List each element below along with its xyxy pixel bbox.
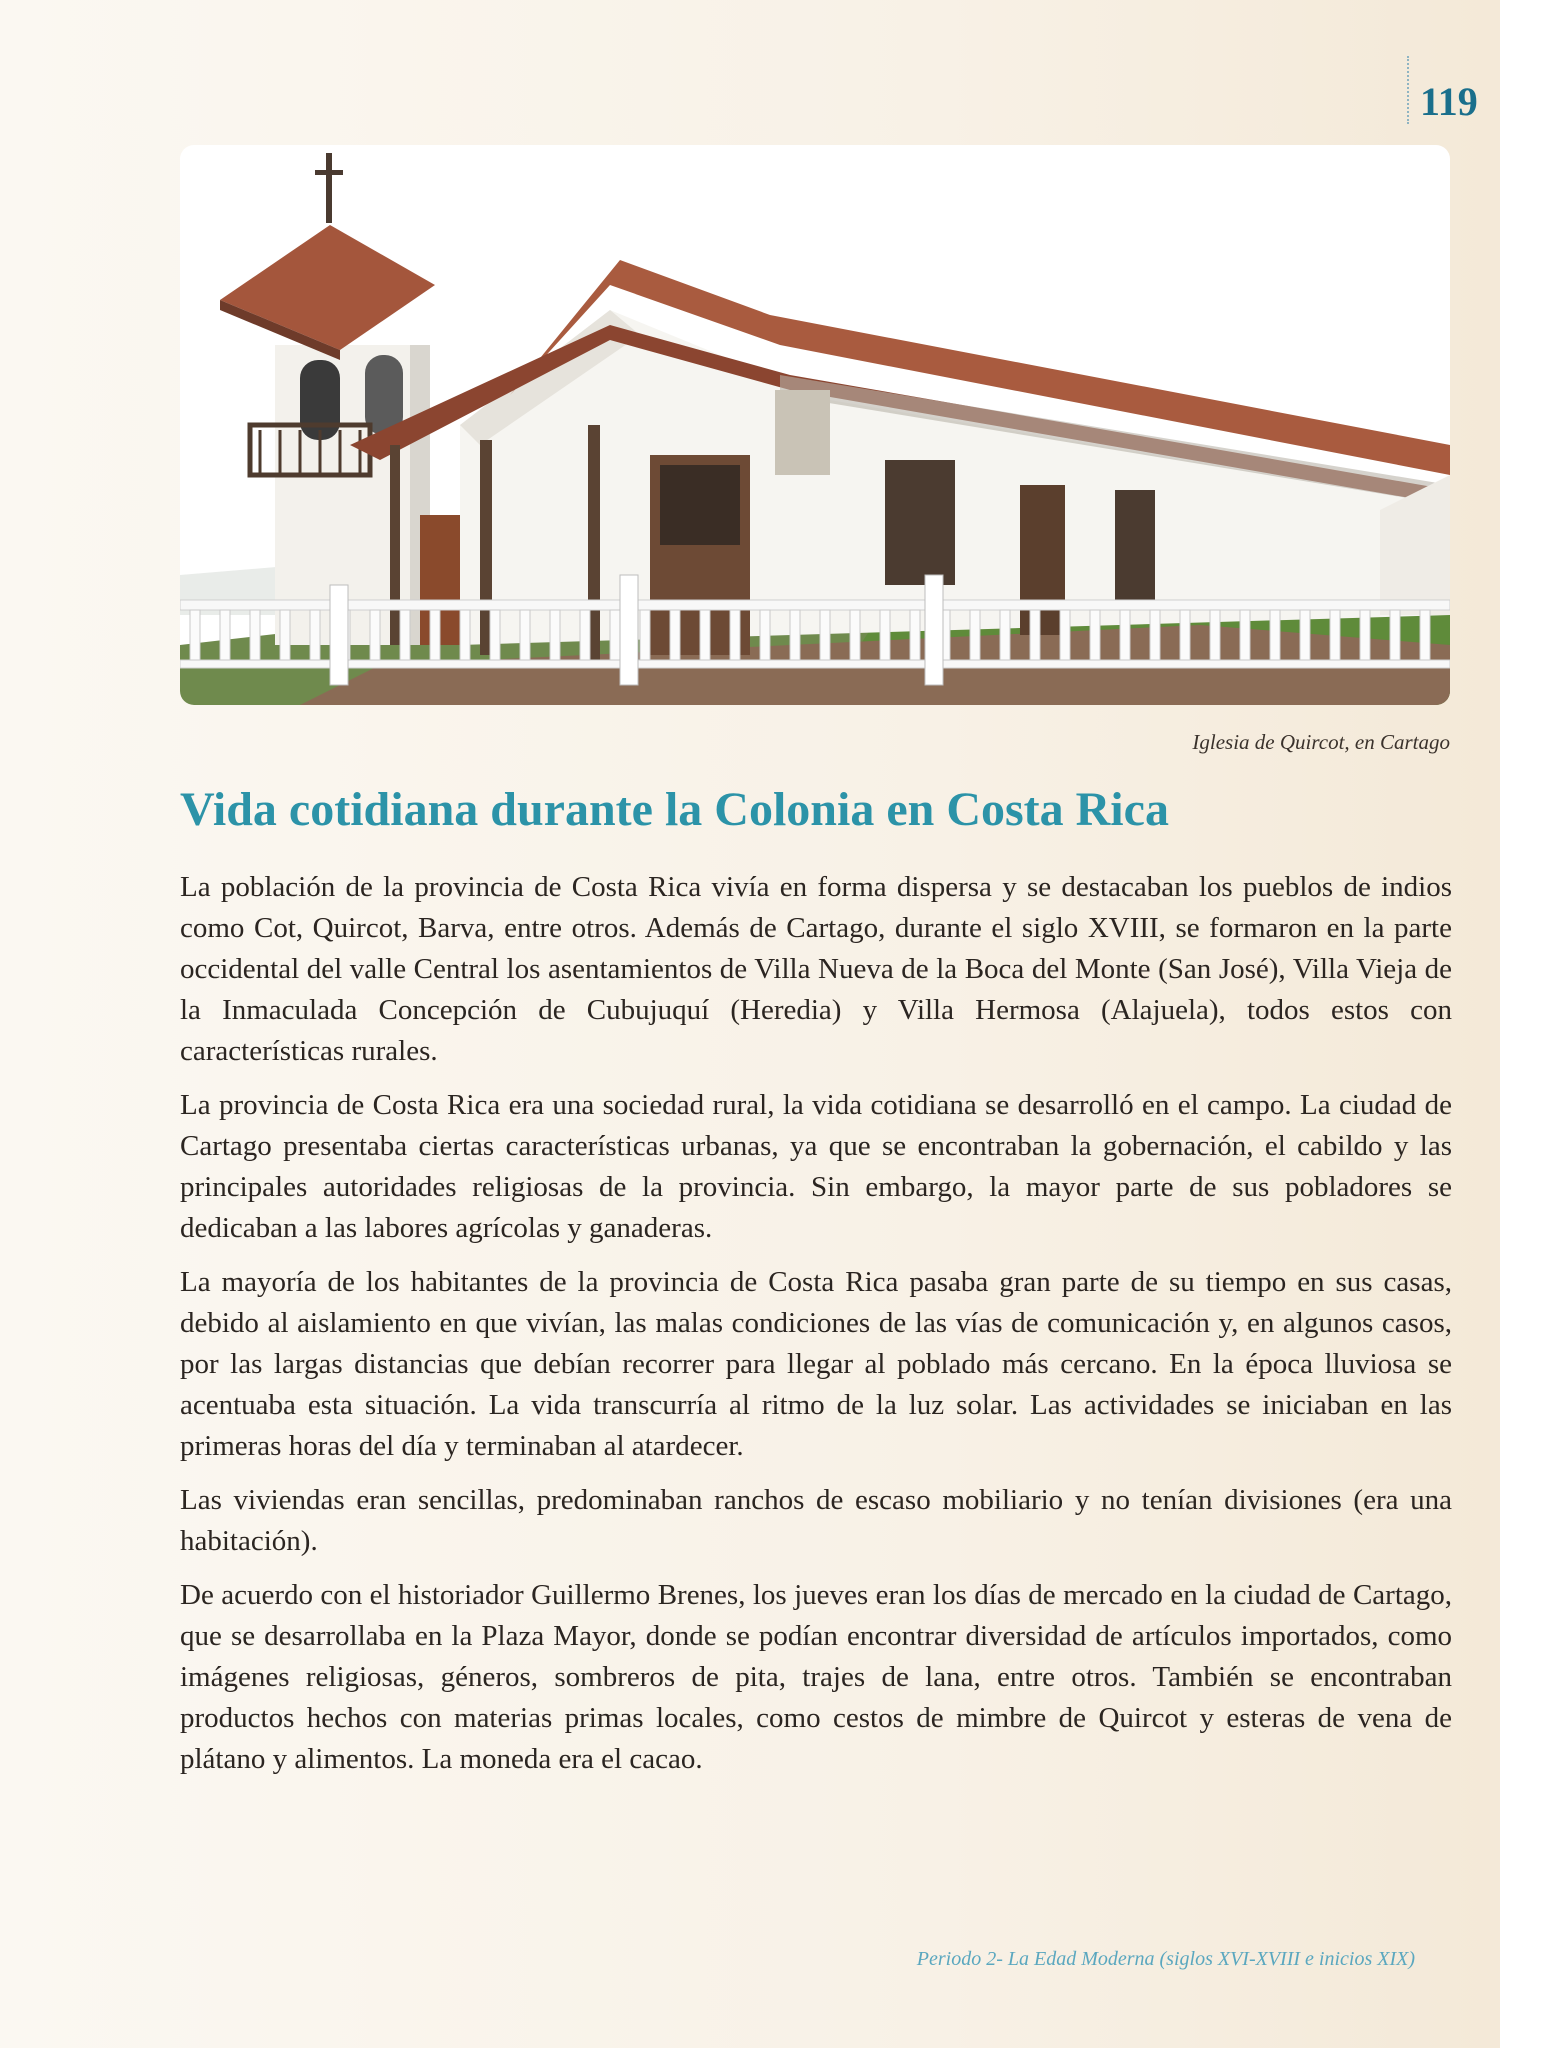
paragraph: La mayoría de los habitantes de la provincia de Costa Rica pasaba gran parte de su tiempo en sus casas, debido al aislamiento en que vivían, las malas condiciones de las vías de comunicación y, en algunos casos, por las largas distancias que debían recorrer para llegar al poblado más cercano. En la época lluviosa se acentuaba esta situación. La vida transcurría al ritmo de la luz solar. Las actividades se iniciaban en las primeras horas del día y terminaban al atardecer. (180, 1266, 1452, 1462)
paragraph: De acuerdo con el historiador Guillermo Brenes, los jueves eran los días de mercado en la ciudad de Cartago, que se desarrollaba en la Plaza Mayor, donde se podían encontrar diversidad de artículos importados, como imágenes religiosas, géneros, sombreros de pita, trajes de lana, entre otros. También se encontraban productos hechos con materias primas locales, como cestos de mimbre de Quircot y esteras de vena de plátano y alimentos. La moneda era el cacao. (180, 1579, 1452, 1775)
page-number: 119 (1420, 79, 1478, 124)
church-photo (180, 145, 1450, 705)
paragraph: La provincia de Costa Rica era una sociedad rural, la vida cotidiana se desarrolló en el campo. La ciudad de Cartago presentaba ciertas características urbanas, ya que se encontraban la gobernación, el cabildo y las principales autoridades religiosas de la provincia. Sin embargo, la mayor parte de sus pobladores se dedicaban a las labores agrícolas y ganaderas. (180, 1089, 1452, 1244)
section-title: Vida cotidiana durante la Colonia en Costa Rica (180, 783, 1169, 836)
running-footer: Periodo 2- La Edad Moderna (siglos XVI-XVIII e inicios XIX) (916, 1948, 1415, 1970)
body-text (180, 867, 1452, 1793)
page-number-rule (1407, 56, 1409, 124)
photo-caption: Iglesia de Quircot, en Cartago (1192, 730, 1450, 754)
page-edge (1500, 0, 1564, 2048)
paragraph: La población de la provincia de Costa Rica vivía en forma dispersa y se destacaban los pueblos de indios como Cot, Quircot, Barva, entre otros. Además de Cartago, durante el siglo XVIII, se formaron en la parte occidental del valle Central los asentamientos de Villa Nueva de la Boca del Monte (San José), Villa Vieja de la Inmaculada Concepción de Cubujuquí (Heredia) y Villa Hermosa (Alajuela), todos estos con características rurales. (180, 871, 1452, 1067)
paragraph: Las viviendas eran sencillas, predominaban ranchos de escaso mobiliario y no tenían divisiones (era una habitación). (180, 1484, 1452, 1557)
